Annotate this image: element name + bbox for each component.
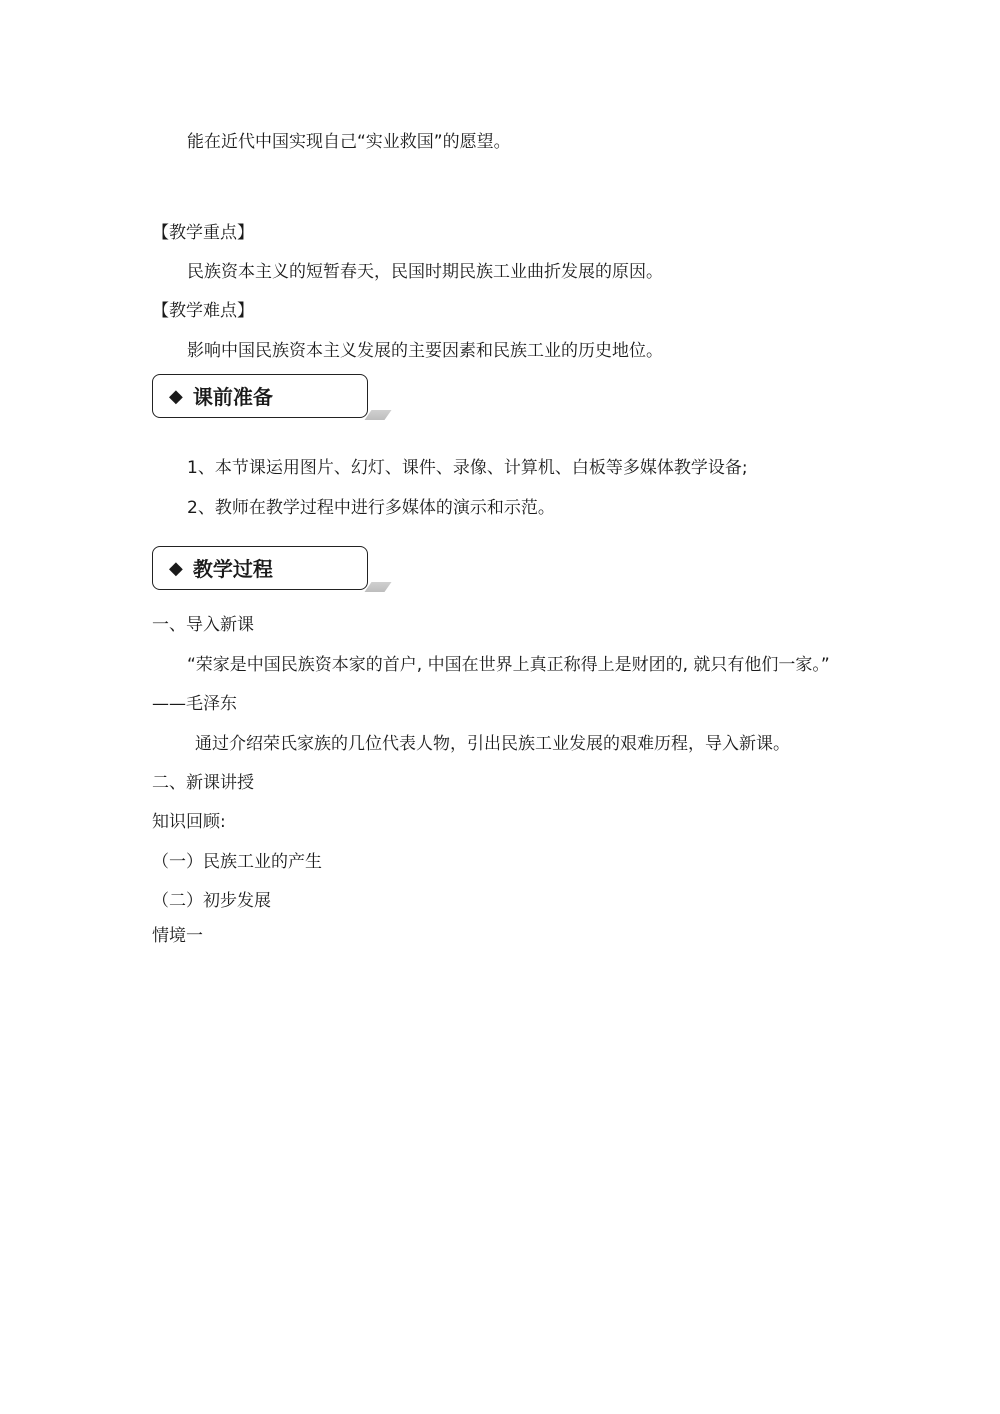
intro-text: 通过介绍荣氏家族的几位代表人物，引出民族工业发展的艰难历程，导入新课。 (195, 734, 790, 754)
key-points-heading: 【教学重点】 (152, 223, 254, 243)
review-label: 知识回顾: (152, 812, 226, 832)
diamond-icon: ◆ (169, 558, 183, 579)
section-title-process: 教学过程 (192, 557, 273, 581)
prep-item-2: 2、教师在教学过程中进行多媒体的演示和示范。 (187, 498, 555, 518)
section-title-prep: 课前准备 (192, 385, 273, 409)
section-box-shadow (364, 582, 391, 592)
section-box-process (152, 546, 368, 590)
prep-item-1: 1、本节课运用图片、幻灯、课件、录像、计算机、白板等多媒体教学设备; (187, 458, 748, 478)
paragraph-continuation: 能在近代中国实现自己“实业救国”的愿望。 (187, 132, 511, 152)
scenario-label: 情境一 (152, 926, 203, 946)
quote-text: “荣家是中国民族资本家的首户, 中国在世界上真正称得上是财团的, 就只有他们一家。” (187, 655, 830, 675)
difficulty-heading: 【教学难点】 (152, 301, 254, 321)
key-points-text: 民族资本主义的短暂春天，民国时期民族工业曲折发展的原因。 (187, 262, 663, 282)
difficulty-text: 影响中国民族资本主义发展的主要因素和民族工业的历史地位。 (187, 341, 663, 361)
diamond-icon: ◆ (169, 386, 183, 407)
section-box-shadow (364, 410, 391, 420)
point-2: （二）初步发展 (152, 891, 271, 911)
quote-author: ——毛泽东 (152, 694, 237, 714)
section-box-prep (152, 374, 368, 418)
intro-heading: 一、导入新课 (152, 615, 254, 635)
point-1: （一）民族工业的产生 (152, 852, 322, 872)
new-lesson-heading: 二、新课讲授 (152, 773, 254, 793)
